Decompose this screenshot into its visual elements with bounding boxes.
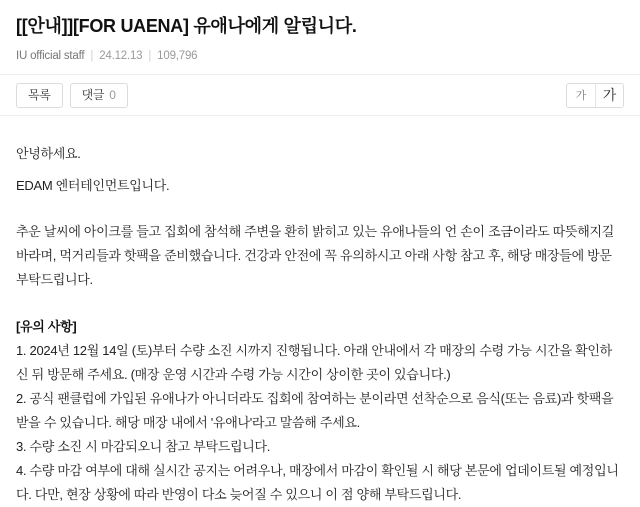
- post-meta: [16, 50, 624, 62]
- body-company: EDAM 엔터테인먼트입니다.: [16, 178, 170, 194]
- spacer: [16, 166, 624, 174]
- post-toolbar: [0, 74, 640, 116]
- comment-button-label: 댓글: [81, 87, 105, 102]
- notice-item: 3. 수량 소진 시 마감되오니 참고 부탁드립니다.: [16, 438, 271, 454]
- comment-count: 0: [109, 87, 116, 102]
- post-view-count: 109,796: [157, 50, 198, 63]
- notice-item: 2. 공식 팬클럽에 가입된 유애나가 아니더라도 집회에 참여하는 분이라면 선착순으로 음식(또는 음료)과 핫팩을 받을 수 있습니다. 해당 매장 내에서 '유애나'라고 말씀해 주세요.: [16, 390, 614, 430]
- post-header: [0, 0, 640, 62]
- font-size-large-button[interactable]: 가: [595, 84, 623, 107]
- font-size-controls: [566, 83, 624, 108]
- meta-divider: |: [90, 50, 94, 63]
- notice-heading: [유의 사항]: [16, 318, 77, 334]
- notice-item: 4. 수량 마감 여부에 대해 실시간 공지는 어려우나, 매장에서 마감이 확인될 시 해당 본문에 업데이트될 예정입니다. 다만, 현장 상황에 따라 반영이 다소 늦어질 수 있으니 이 점 양해 부탁드립니다.: [16, 462, 619, 502]
- spacer: [16, 198, 624, 220]
- list-button[interactable]: 목록: [16, 83, 63, 108]
- font-size-small-button[interactable]: 가: [567, 84, 595, 107]
- spacer: [16, 293, 624, 315]
- body-greeting: 안녕하세요.: [16, 146, 81, 162]
- page-title: [[안내]][FOR UAENA] 유애나에게 알립니다.: [16, 16, 357, 36]
- meta-divider: |: [148, 50, 152, 63]
- notice-item: 1. 2024년 12월 14일 (토)부터 수량 소진 시까지 진행됩니다. 아래 안내에서 각 매장의 수령 가능 시간을 확인하신 뒤 방문해 주세요. (매장 운영 시간과 수령 가능 시간이 상이한 곳이 있습니다.): [16, 342, 612, 382]
- post-body: [0, 116, 640, 507]
- body-intro: 추운 날씨에 아이크를 들고 집회에 참석해 주변을 환히 밝히고 있는 유애나들의 언 손이 조금이라도 따뜻해지길 바라며, 먹거리들과 핫팩을 준비했습니다. 건강과 안전에 꼭 유의하시고 아래 사항 참고 후, 해당 매장들에 방문 부탁드립니다.: [16, 224, 614, 288]
- post-date: 24.12.13: [99, 50, 143, 63]
- post-author: IU official staff: [16, 50, 85, 63]
- comment-button[interactable]: [70, 83, 128, 108]
